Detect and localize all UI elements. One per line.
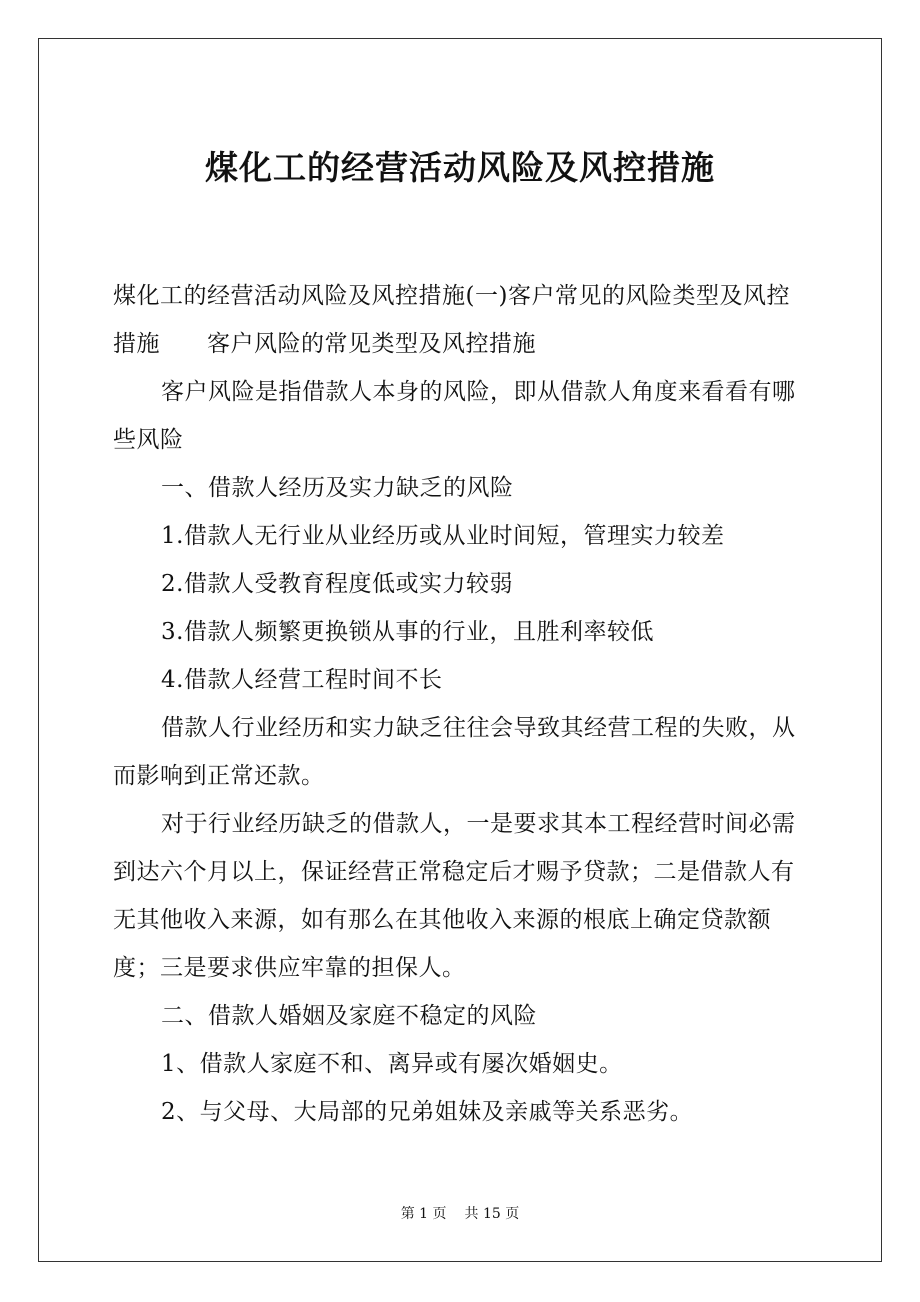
- section-heading-1: 一、借款人经历及实力缺乏的风险: [161, 475, 514, 501]
- section-heading-2: 二、借款人婚姻及家庭不稳定的风险: [161, 1003, 537, 1029]
- list-item: 3.借款人频繁更换锁从事的行业，且胜利率较低: [161, 619, 654, 645]
- paragraph-intro: 煤化工的经营活动风险及风控措施(一)客户常见的风险类型及风控措施 客户风险的常见类型及风控措施: [113, 283, 790, 357]
- list-item: 2.借款人受教育程度低或实力较弱: [161, 571, 513, 597]
- paragraph-measures: 对于行业经历缺乏的借款人，一是要求其本工程经营时间必需到达六个月以上，保证经营正常稳定后才赐予贷款；二是借款人有无其他收入来源，如有那么在其他收入来源的根底上确定贷款额度；三是要求供应牢靠的担保人。: [113, 811, 796, 981]
- paragraph-definition: 客户风险是指借款人本身的风险，即从借款人角度来看看有哪些风险: [113, 379, 796, 453]
- page-total: 共 15 页: [464, 1206, 520, 1222]
- list-item: 1.借款人无行业从业经历或从业时间短，管理实力较差: [161, 523, 725, 549]
- document-body: [113, 272, 813, 1136]
- list-item: 2、与父母、大局部的兄弟姐妹及亲戚等关系恶劣。: [161, 1099, 694, 1125]
- paragraph-consequence: 借款人行业经历和实力缺乏往往会导致其经营工程的失败，从而影响到正常还款。: [113, 715, 796, 789]
- page-footer: [0, 1204, 920, 1224]
- document-title: 煤化工的经营活动风险及风控措施: [205, 148, 715, 187]
- list-item: 4.借款人经营工程时间不长: [161, 667, 443, 693]
- list-item: 1、借款人家庭不和、离异或有屡次婚姻史。: [161, 1051, 623, 1077]
- page-number: 第 1 页: [400, 1206, 447, 1222]
